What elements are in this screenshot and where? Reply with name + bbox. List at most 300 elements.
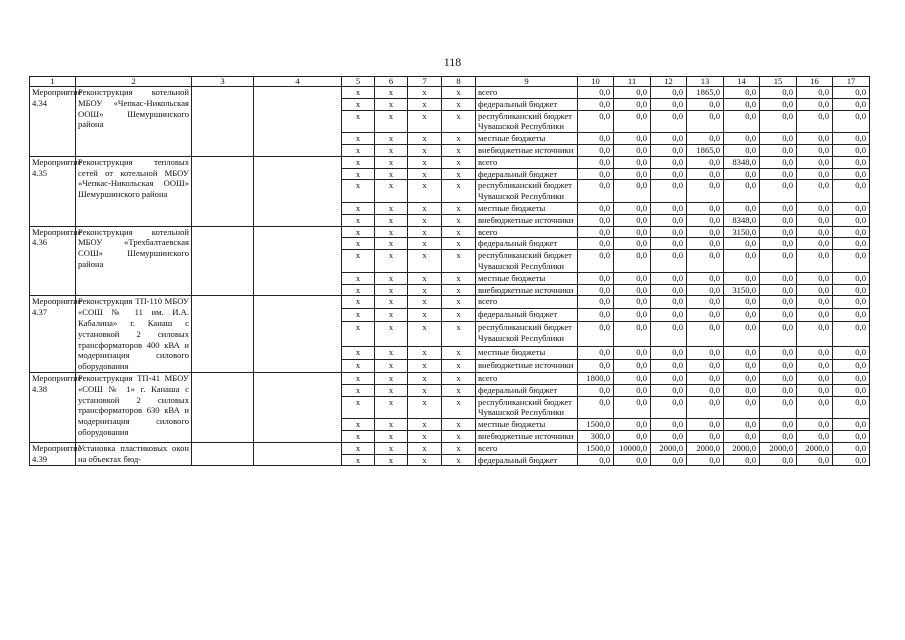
amount-cell: 0,0 [833, 202, 870, 214]
budget-code-cell: x [442, 214, 476, 226]
table-row [30, 296, 870, 309]
amount-cell: 0,0 [614, 430, 651, 442]
budget-code-cell: x [342, 430, 375, 442]
budget-code-cell: x [442, 430, 476, 442]
table-row [30, 372, 870, 384]
budget-code-cell: x [342, 284, 375, 296]
column-number: 11 [614, 77, 651, 87]
amount-cell: 0,0 [724, 454, 760, 466]
amount-cell: 0,0 [833, 322, 870, 347]
budget-code-cell: x [442, 110, 476, 133]
budget-code-cell: x [342, 419, 375, 431]
budget-code-cell: x [442, 250, 476, 273]
column-number: 6 [375, 77, 408, 87]
amount-cell: 0,0 [724, 372, 760, 384]
amount-cell: 0,0 [833, 250, 870, 273]
budget-code-cell: x [442, 87, 476, 99]
budget-code-cell: x [375, 202, 408, 214]
amount-cell: 0,0 [651, 430, 687, 442]
amount-cell: 2000,0 [760, 442, 797, 454]
amount-cell: 0,0 [687, 180, 724, 203]
column-number: 4 [254, 77, 342, 87]
amount-cell: 0,0 [687, 272, 724, 284]
budget-code-cell: x [442, 419, 476, 431]
responsible-cell [192, 156, 254, 226]
budget-code-cell: x [408, 296, 442, 309]
amount-cell: 0,0 [687, 347, 724, 360]
amount-cell: 0,0 [760, 322, 797, 347]
amount-cell: 8348,0 [724, 214, 760, 226]
amount-cell: 0,0 [760, 98, 797, 110]
funding-source: местные бюджеты [476, 133, 578, 145]
amount-cell: 0,0 [833, 98, 870, 110]
budget-code-cell: x [442, 372, 476, 384]
amount-cell: 0,0 [687, 384, 724, 396]
amount-cell: 0,0 [687, 419, 724, 431]
amount-cell: 0,0 [724, 133, 760, 145]
amount-cell: 0,0 [724, 384, 760, 396]
funding-source: местные бюджеты [476, 419, 578, 431]
amount-cell: 0,0 [687, 238, 724, 250]
amount-cell: 0,0 [833, 396, 870, 419]
budget-code-cell: x [375, 180, 408, 203]
participants-cell [254, 442, 342, 466]
funding-source: местные бюджеты [476, 347, 578, 360]
budget-code-cell: x [408, 144, 442, 156]
budget-code-cell: x [408, 442, 442, 454]
budget-code-cell: x [408, 202, 442, 214]
budget-code-cell: x [342, 156, 375, 168]
budget-table [29, 76, 870, 466]
amount-cell: 0,0 [614, 133, 651, 145]
funding-source: внебюджетные источники [476, 359, 578, 372]
amount-cell: 0,0 [724, 419, 760, 431]
amount-cell: 0,0 [797, 296, 833, 309]
amount-cell: 0,0 [578, 144, 614, 156]
table-row [30, 442, 870, 454]
budget-code-cell: x [342, 396, 375, 419]
amount-cell: 0,0 [687, 372, 724, 384]
amount-cell: 0,0 [833, 133, 870, 145]
amount-cell: 0,0 [724, 396, 760, 419]
amount-cell: 0,0 [797, 156, 833, 168]
amount-cell: 0,0 [833, 168, 870, 180]
budget-code-cell: x [375, 238, 408, 250]
amount-cell: 0,0 [651, 87, 687, 99]
amount-cell: 0,0 [760, 250, 797, 273]
amount-cell: 0,0 [578, 347, 614, 360]
budget-code-cell: x [375, 309, 408, 322]
column-number: 17 [833, 77, 870, 87]
amount-cell: 0,0 [687, 430, 724, 442]
amount-cell: 0,0 [578, 202, 614, 214]
budget-code-cell: x [375, 156, 408, 168]
amount-cell: 0,0 [651, 226, 687, 238]
budget-code-cell: x [442, 454, 476, 466]
budget-code-cell: x [375, 168, 408, 180]
amount-cell: 0,0 [651, 384, 687, 396]
amount-cell: 0,0 [614, 384, 651, 396]
amount-cell: 0,0 [578, 384, 614, 396]
amount-cell: 0,0 [651, 214, 687, 226]
amount-cell: 0,0 [651, 202, 687, 214]
amount-cell: 0,0 [797, 168, 833, 180]
budget-code-cell: x [375, 372, 408, 384]
column-number: 5 [342, 77, 375, 87]
amount-cell: 8348,0 [724, 156, 760, 168]
amount-cell: 0,0 [797, 347, 833, 360]
amount-cell: 0,0 [651, 272, 687, 284]
amount-cell: 0,0 [687, 214, 724, 226]
budget-code-cell: x [408, 238, 442, 250]
amount-cell: 0,0 [833, 272, 870, 284]
amount-cell: 0,0 [724, 309, 760, 322]
amount-cell: 0,0 [833, 359, 870, 372]
amount-cell: 0,0 [651, 156, 687, 168]
budget-code-cell: x [442, 296, 476, 309]
amount-cell: 0,0 [833, 226, 870, 238]
budget-code-cell: x [442, 322, 476, 347]
amount-cell: 0,0 [687, 284, 724, 296]
amount-cell: 0,0 [760, 396, 797, 419]
budget-code-cell: x [375, 419, 408, 431]
amount-cell: 0,0 [651, 133, 687, 145]
amount-cell: 0,0 [797, 384, 833, 396]
amount-cell: 0,0 [833, 372, 870, 384]
budget-code-cell: x [342, 372, 375, 384]
budget-code-cell: x [408, 272, 442, 284]
amount-cell: 0,0 [614, 322, 651, 347]
amount-cell: 10000,0 [614, 442, 651, 454]
column-number: 1 [30, 77, 76, 87]
budget-code-cell: x [342, 347, 375, 360]
amount-cell: 0,0 [724, 98, 760, 110]
amount-cell: 0,0 [833, 87, 870, 99]
amount-cell: 0,0 [833, 430, 870, 442]
funding-source: федеральный бюджет [476, 168, 578, 180]
amount-cell: 0,0 [687, 296, 724, 309]
budget-code-cell: x [408, 347, 442, 360]
amount-cell: 0,0 [760, 180, 797, 203]
amount-cell: 0,0 [651, 454, 687, 466]
table-row [30, 156, 870, 168]
measure-description: Реконструкция ТП-110 МБОУ «СОШ № 11 им. И.А. Кабалина» г. Канаш с установкой 2 силовых трансформаторов 400 кВА и модернизация силового оборудования [76, 296, 192, 373]
measure-description: Установка пластиковых окон на объектах бюд- [76, 442, 192, 466]
amount-cell: 0,0 [724, 272, 760, 284]
amount-cell: 0,0 [614, 272, 651, 284]
amount-cell: 0,0 [724, 238, 760, 250]
participants-cell [254, 296, 342, 373]
budget-code-cell: x [342, 250, 375, 273]
budget-code-cell: x [442, 396, 476, 419]
column-number-row [30, 77, 870, 87]
amount-cell: 1865,0 [687, 144, 724, 156]
budget-code-cell: x [408, 156, 442, 168]
amount-cell: 0,0 [614, 87, 651, 99]
amount-cell: 0,0 [614, 168, 651, 180]
amount-cell: 0,0 [760, 238, 797, 250]
amount-cell: 1800,0 [578, 372, 614, 384]
funding-source: федеральный бюджет [476, 98, 578, 110]
funding-source: внебюджетные источники [476, 214, 578, 226]
amount-cell: 0,0 [651, 296, 687, 309]
amount-cell: 3150,0 [724, 284, 760, 296]
amount-cell: 0,0 [797, 133, 833, 145]
amount-cell: 0,0 [833, 110, 870, 133]
amount-cell: 300,0 [578, 430, 614, 442]
amount-cell: 0,0 [614, 98, 651, 110]
column-number: 15 [760, 77, 797, 87]
amount-cell: 0,0 [724, 430, 760, 442]
amount-cell: 0,0 [724, 202, 760, 214]
amount-cell: 0,0 [760, 110, 797, 133]
amount-cell: 0,0 [760, 168, 797, 180]
amount-cell: 0,0 [578, 322, 614, 347]
amount-cell: 0,0 [724, 322, 760, 347]
funding-source: всего [476, 156, 578, 168]
budget-code-cell: x [408, 214, 442, 226]
amount-cell: 0,0 [578, 180, 614, 203]
participants-cell [254, 372, 342, 442]
budget-code-cell: x [442, 384, 476, 396]
budget-code-cell: x [375, 284, 408, 296]
amount-cell: 0,0 [578, 168, 614, 180]
budget-code-cell: x [442, 98, 476, 110]
budget-code-cell: x [408, 110, 442, 133]
budget-code-cell: x [342, 359, 375, 372]
budget-code-cell: x [375, 347, 408, 360]
amount-cell: 0,0 [651, 322, 687, 347]
amount-cell: 0,0 [578, 454, 614, 466]
funding-source: федеральный бюджет [476, 238, 578, 250]
amount-cell: 0,0 [797, 250, 833, 273]
amount-cell: 0,0 [760, 347, 797, 360]
budget-code-cell: x [442, 133, 476, 145]
budget-code-cell: x [442, 359, 476, 372]
amount-cell: 2000,0 [724, 442, 760, 454]
budget-code-cell: x [342, 133, 375, 145]
amount-cell: 0,0 [797, 372, 833, 384]
budget-code-cell: x [342, 226, 375, 238]
amount-cell: 0,0 [797, 396, 833, 419]
amount-cell: 0,0 [614, 372, 651, 384]
amount-cell: 0,0 [797, 454, 833, 466]
budget-code-cell: x [408, 454, 442, 466]
responsible-cell [192, 226, 254, 296]
amount-cell: 0,0 [651, 347, 687, 360]
responsible-cell [192, 296, 254, 373]
amount-cell: 2000,0 [687, 442, 724, 454]
budget-code-cell: x [375, 144, 408, 156]
budget-code-cell: x [442, 144, 476, 156]
amount-cell: 0,0 [578, 309, 614, 322]
budget-code-cell: x [408, 133, 442, 145]
amount-cell: 0,0 [614, 359, 651, 372]
budget-code-cell: x [408, 250, 442, 273]
amount-cell: 1500,0 [578, 442, 614, 454]
amount-cell: 0,0 [614, 110, 651, 133]
budget-code-cell: x [408, 372, 442, 384]
budget-code-cell: x [375, 384, 408, 396]
budget-code-cell: x [442, 347, 476, 360]
budget-code-cell: x [408, 419, 442, 431]
table-row [30, 87, 870, 99]
amount-cell: 0,0 [687, 322, 724, 347]
funding-source: федеральный бюджет [476, 454, 578, 466]
budget-code-cell: x [408, 322, 442, 347]
budget-code-cell: x [442, 180, 476, 203]
responsible-cell [192, 87, 254, 157]
column-number: 2 [76, 77, 192, 87]
budget-code-cell: x [408, 226, 442, 238]
amount-cell: 0,0 [578, 284, 614, 296]
amount-cell: 0,0 [797, 309, 833, 322]
amount-cell: 0,0 [760, 430, 797, 442]
amount-cell: 0,0 [651, 168, 687, 180]
budget-code-cell: x [442, 156, 476, 168]
amount-cell: 0,0 [578, 296, 614, 309]
budget-code-cell: x [375, 396, 408, 419]
budget-code-cell: x [375, 322, 408, 347]
budget-code-cell: x [408, 430, 442, 442]
page-number: 118 [443, 55, 462, 69]
amount-cell: 0,0 [797, 87, 833, 99]
column-number: 13 [687, 77, 724, 87]
budget-code-cell: x [408, 180, 442, 203]
amount-cell: 0,0 [833, 214, 870, 226]
amount-cell: 0,0 [651, 180, 687, 203]
amount-cell: 0,0 [578, 110, 614, 133]
amount-cell: 0,0 [578, 250, 614, 273]
amount-cell: 0,0 [687, 202, 724, 214]
budget-code-cell: x [375, 110, 408, 133]
amount-cell: 0,0 [760, 359, 797, 372]
amount-cell: 0,0 [724, 110, 760, 133]
budget-code-cell: x [375, 250, 408, 273]
amount-cell: 0,0 [614, 156, 651, 168]
amount-cell: 0,0 [578, 396, 614, 419]
funding-source: республиканский бюджет Чувашской Республики [476, 250, 578, 273]
amount-cell: 0,0 [614, 250, 651, 273]
measure-name: Мероприятие 4.39 [30, 442, 76, 466]
amount-cell: 0,0 [578, 214, 614, 226]
measure-name: Мероприятие 4.34 [30, 87, 76, 157]
budget-code-cell: x [408, 87, 442, 99]
amount-cell: 0,0 [833, 347, 870, 360]
budget-code-cell: x [442, 238, 476, 250]
budget-code-cell: x [375, 430, 408, 442]
amount-cell: 0,0 [614, 284, 651, 296]
amount-cell: 3150,0 [724, 226, 760, 238]
budget-code-cell: x [342, 272, 375, 284]
amount-cell: 0,0 [760, 419, 797, 431]
amount-cell: 0,0 [651, 284, 687, 296]
amount-cell: 0,0 [614, 454, 651, 466]
budget-code-cell: x [442, 309, 476, 322]
funding-source: республиканский бюджет Чувашской Республики [476, 180, 578, 203]
amount-cell: 0,0 [797, 284, 833, 296]
amount-cell: 0,0 [578, 156, 614, 168]
amount-cell: 0,0 [833, 454, 870, 466]
amount-cell: 0,0 [760, 372, 797, 384]
participants-cell [254, 226, 342, 296]
amount-cell: 0,0 [833, 180, 870, 203]
amount-cell: 0,0 [651, 309, 687, 322]
amount-cell: 0,0 [760, 156, 797, 168]
funding-source: внебюджетные источники [476, 430, 578, 442]
amount-cell: 0,0 [833, 419, 870, 431]
amount-cell: 0,0 [651, 238, 687, 250]
amount-cell: 1500,0 [578, 419, 614, 431]
amount-cell: 0,0 [614, 180, 651, 203]
budget-code-cell: x [408, 168, 442, 180]
amount-cell: 0,0 [724, 347, 760, 360]
budget-code-cell: x [408, 396, 442, 419]
amount-cell: 0,0 [687, 359, 724, 372]
budget-code-cell: x [342, 296, 375, 309]
measure-description: Реконструкция котельной МБОУ «Чепкас-Никольская ООШ» Шемуршинского района [76, 87, 192, 157]
amount-cell: 2000,0 [797, 442, 833, 454]
amount-cell: 0,0 [833, 384, 870, 396]
amount-cell: 0,0 [760, 214, 797, 226]
column-number: 8 [442, 77, 476, 87]
amount-cell: 0,0 [651, 372, 687, 384]
measure-description: Реконструкция ТП-41 МБОУ «СОШ № 1» г. Канаша с установкой 2 силовых трансформаторов 630 кВА и модернизация силового оборудования [76, 372, 192, 442]
measure-name: Мероприятие 4.38 [30, 372, 76, 442]
budget-code-cell: x [375, 454, 408, 466]
amount-cell: 0,0 [760, 87, 797, 99]
amount-cell: 0,0 [833, 144, 870, 156]
amount-cell: 0,0 [797, 202, 833, 214]
amount-cell: 0,0 [614, 396, 651, 419]
amount-cell: 0,0 [833, 442, 870, 454]
participants-cell [254, 87, 342, 157]
amount-cell: 0,0 [651, 359, 687, 372]
amount-cell: 0,0 [797, 238, 833, 250]
amount-cell: 0,0 [797, 110, 833, 133]
amount-cell: 0,0 [797, 144, 833, 156]
measure-name: Мероприятие 4.37 [30, 296, 76, 373]
amount-cell: 0,0 [614, 309, 651, 322]
column-number: 7 [408, 77, 442, 87]
amount-cell: 0,0 [687, 250, 724, 273]
amount-cell: 0,0 [724, 250, 760, 273]
amount-cell: 0,0 [833, 309, 870, 322]
funding-source: внебюджетные источники [476, 284, 578, 296]
budget-code-cell: x [342, 322, 375, 347]
column-number: 3 [192, 77, 254, 87]
amount-cell: 0,0 [797, 322, 833, 347]
amount-cell: 1865,0 [687, 87, 724, 99]
amount-cell: 0,0 [687, 454, 724, 466]
measure-description: Реконструкция котельной МБОУ «Трехбалтаевская СОШ» Шемуршинского района [76, 226, 192, 296]
amount-cell: 0,0 [760, 384, 797, 396]
funding-source: федеральный бюджет [476, 384, 578, 396]
amount-cell: 0,0 [687, 156, 724, 168]
budget-code-cell: x [342, 442, 375, 454]
amount-cell: 0,0 [614, 347, 651, 360]
budget-code-cell: x [375, 133, 408, 145]
amount-cell: 0,0 [687, 226, 724, 238]
amount-cell: 0,0 [614, 144, 651, 156]
amount-cell: 0,0 [797, 180, 833, 203]
budget-code-cell: x [375, 296, 408, 309]
amount-cell: 0,0 [578, 87, 614, 99]
amount-cell: 0,0 [651, 250, 687, 273]
funding-source: республиканский бюджет Чувашской Республики [476, 322, 578, 347]
amount-cell: 0,0 [760, 309, 797, 322]
budget-code-cell: x [375, 98, 408, 110]
